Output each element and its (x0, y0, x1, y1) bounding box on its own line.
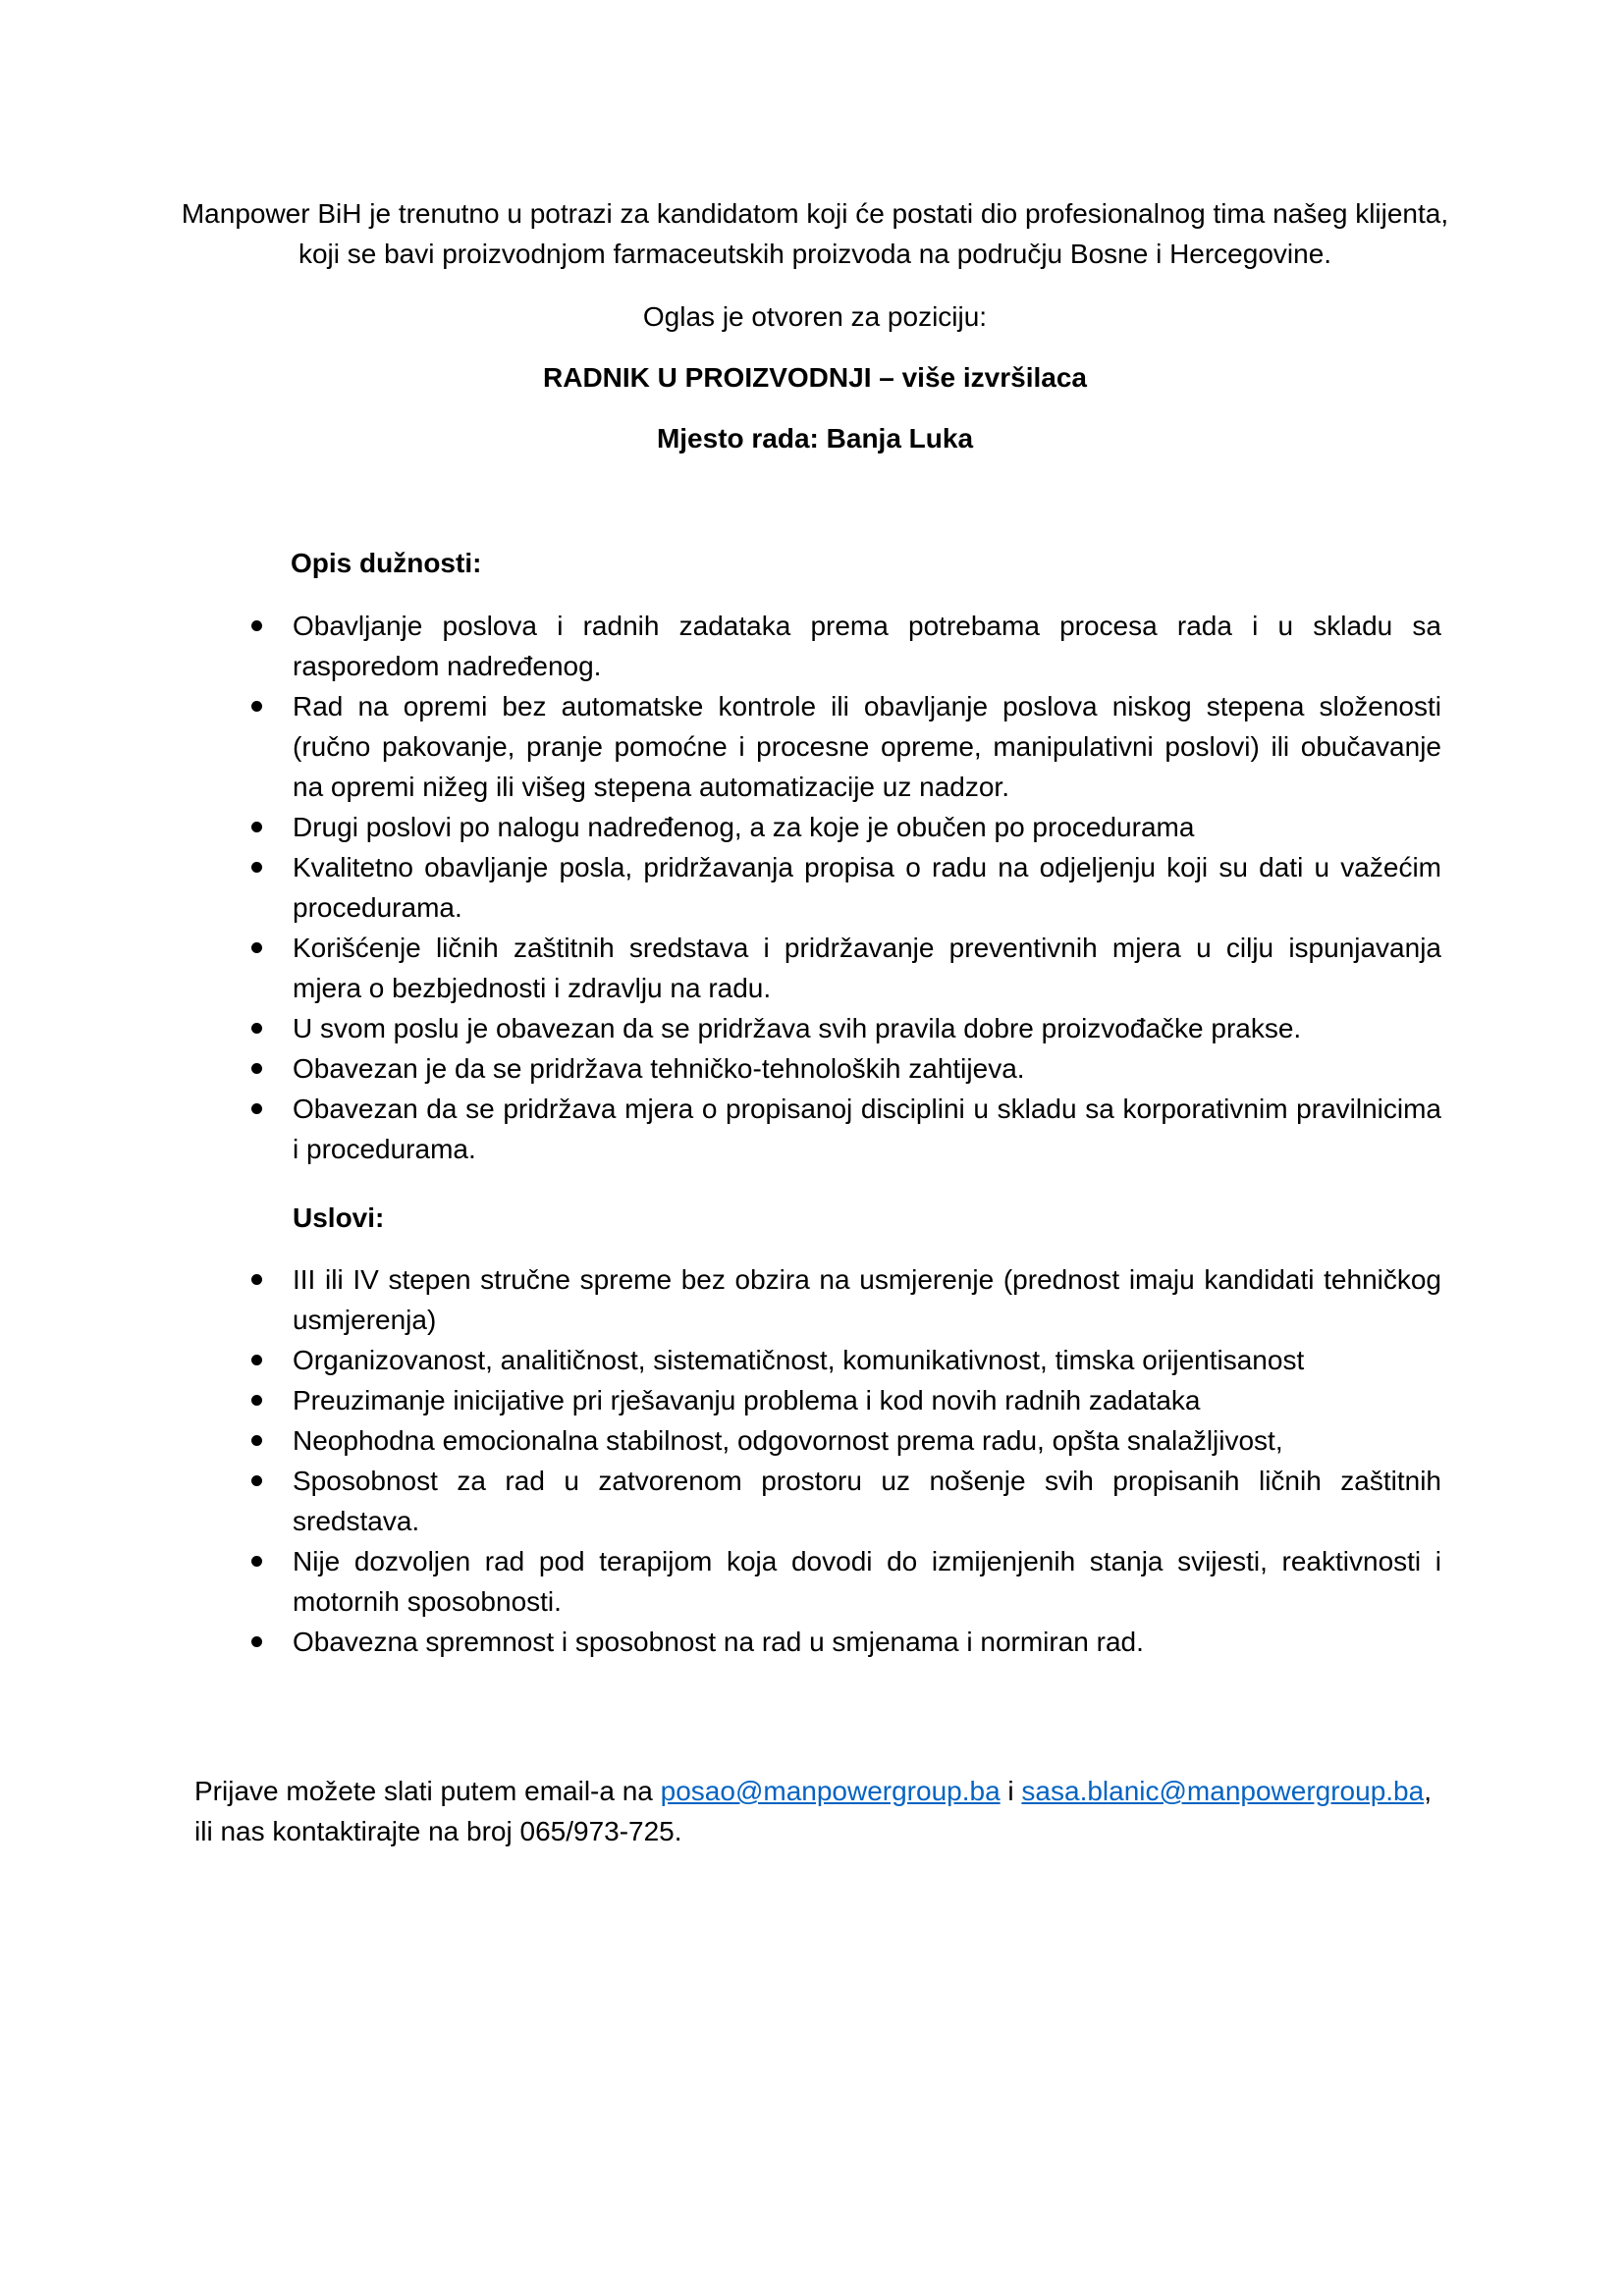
contact-suffix: , (1424, 1776, 1432, 1806)
bullet-icon (251, 862, 262, 873)
list-item-text: Drugi poslovi po nalogu nadređenog, a za koje je obučen po procedurama (293, 812, 1195, 842)
list-item-text: Obavezan je da se pridržava tehničko-tehnoloških zahtijeva. (293, 1053, 1025, 1084)
opening-line: Oglas je otvoren za poziciju: (642, 301, 988, 332)
bullet-icon (251, 1103, 262, 1114)
conditions-list (245, 1259, 1441, 1662)
contact-prefix: Prijave možete slati putem email-a na (194, 1776, 661, 1806)
bullet-icon (251, 1475, 262, 1486)
list-item (245, 1380, 1441, 1420)
bullet-icon (251, 1274, 262, 1285)
list-item (245, 1420, 1441, 1461)
bullet-icon (251, 1636, 262, 1647)
bullet-icon (251, 701, 262, 712)
list-item (245, 1461, 1441, 1541)
list-item (245, 1340, 1441, 1380)
position-title: RADNIK U PROIZVODNJI – više izvršilaca (543, 362, 1087, 393)
list-item-text: U svom poslu je obavezan da se pridržava svih pravila dobre proizvođačke prakse. (293, 1013, 1302, 1043)
list-item-text: Organizovanost, analitičnost, sistematičnost, komunikativnost, timska orijentisanost (293, 1345, 1305, 1375)
list-item-text: Nije dozvoljen rad pod terapijom koja dovodi do izmijenjenih stanja svijesti, reaktivnosti i motornih sposobnosti. (293, 1546, 1441, 1617)
list-item-text: Korišćenje ličnih zaštitnih sredstava i pridržavanje preventivnih mjera u cilju ispunjavanja mjera o bezbjednosti i zdravlju na radu. (293, 933, 1441, 1003)
email-link-sasa-blanic[interactable]: sasa.blanic@manpowergroup.ba (1021, 1776, 1425, 1806)
list-item (245, 1008, 1441, 1048)
bullet-icon (251, 1063, 262, 1074)
list-item (245, 847, 1441, 928)
bullet-icon (251, 1556, 262, 1567)
list-item (245, 1541, 1441, 1622)
contact-paragraph (194, 1771, 1451, 1851)
intro-paragraph: Manpower BiH je trenutno u potrazi za kandidatom koji će postati dio profesionalnog tima našeg klijenta, koji se bavi proizvodnjom farmaceutskih proizvoda na području Bosne i Hercegovine. (181, 198, 1449, 269)
bullet-icon (251, 942, 262, 953)
bullet-icon (251, 620, 262, 631)
list-item-text: Preuzimanje inicijative pri rješavanju problema i kod novih radnih zadataka (293, 1385, 1201, 1415)
list-item (245, 606, 1441, 686)
list-item-text: Obavezna spremnost i sposobnost na rad u smjenama i normiran rad. (293, 1627, 1144, 1657)
bullet-icon (251, 1395, 262, 1406)
list-item-text: Neophodna emocionalna stabilnost, odgovornost prema radu, opšta snalažljivost, (293, 1425, 1283, 1456)
conditions-heading: Uslovi: (293, 1202, 385, 1233)
list-item (245, 686, 1441, 807)
work-location: Mjesto rada: Banja Luka (656, 423, 974, 454)
list-item-text: Sposobnost za rad u zatvorenom prostoru uz nošenje svih propisanih ličnih zaštitnih sredstava. (293, 1466, 1441, 1536)
list-item (245, 807, 1441, 847)
list-item (245, 1089, 1441, 1169)
bullet-icon (251, 1023, 262, 1034)
list-item (245, 1259, 1441, 1340)
list-item-text: Obavljanje poslova i radnih zadataka prema potrebama procesa rada i u skladu sa rasporedom nadređenog. (293, 611, 1441, 681)
list-item (245, 1048, 1441, 1089)
list-item-text: Obavezan da se pridržava mjera o propisanoj disciplini u skladu sa korporativnim pravilnicima i procedurama. (293, 1094, 1441, 1164)
list-item (245, 928, 1441, 1008)
list-item (245, 1622, 1441, 1662)
list-item-text: Kvalitetno obavljanje posla, pridržavanja propisa o radu na odjeljenju koji su dati u važećim procedurama. (293, 852, 1441, 923)
contact-phone-line: ili nas kontaktirajte na broj 065/973-725. (194, 1816, 682, 1846)
email-link-posao[interactable]: posao@manpowergroup.ba (660, 1776, 1001, 1806)
duties-list (245, 606, 1441, 1169)
list-item-text: Rad na opremi bez automatske kontrole ili obavljanje poslova niskog stepena složenosti (ručno pakovanje, pranje pomoćne i procesne opreme, manipulativni poslovi) ili obučavanje na opremi nižeg ili višeg stepena automatizacije uz nadzor. (293, 691, 1441, 802)
contact-between: i (1000, 1776, 1022, 1806)
duties-heading: Opis dužnosti: (291, 548, 482, 578)
list-item-text: III ili IV stepen stručne spreme bez obzira na usmjerenje (prednost imaju kandidati tehničkog usmjerenja) (293, 1264, 1441, 1335)
bullet-icon (251, 1355, 262, 1365)
bullet-icon (251, 1435, 262, 1446)
bullet-icon (251, 822, 262, 832)
